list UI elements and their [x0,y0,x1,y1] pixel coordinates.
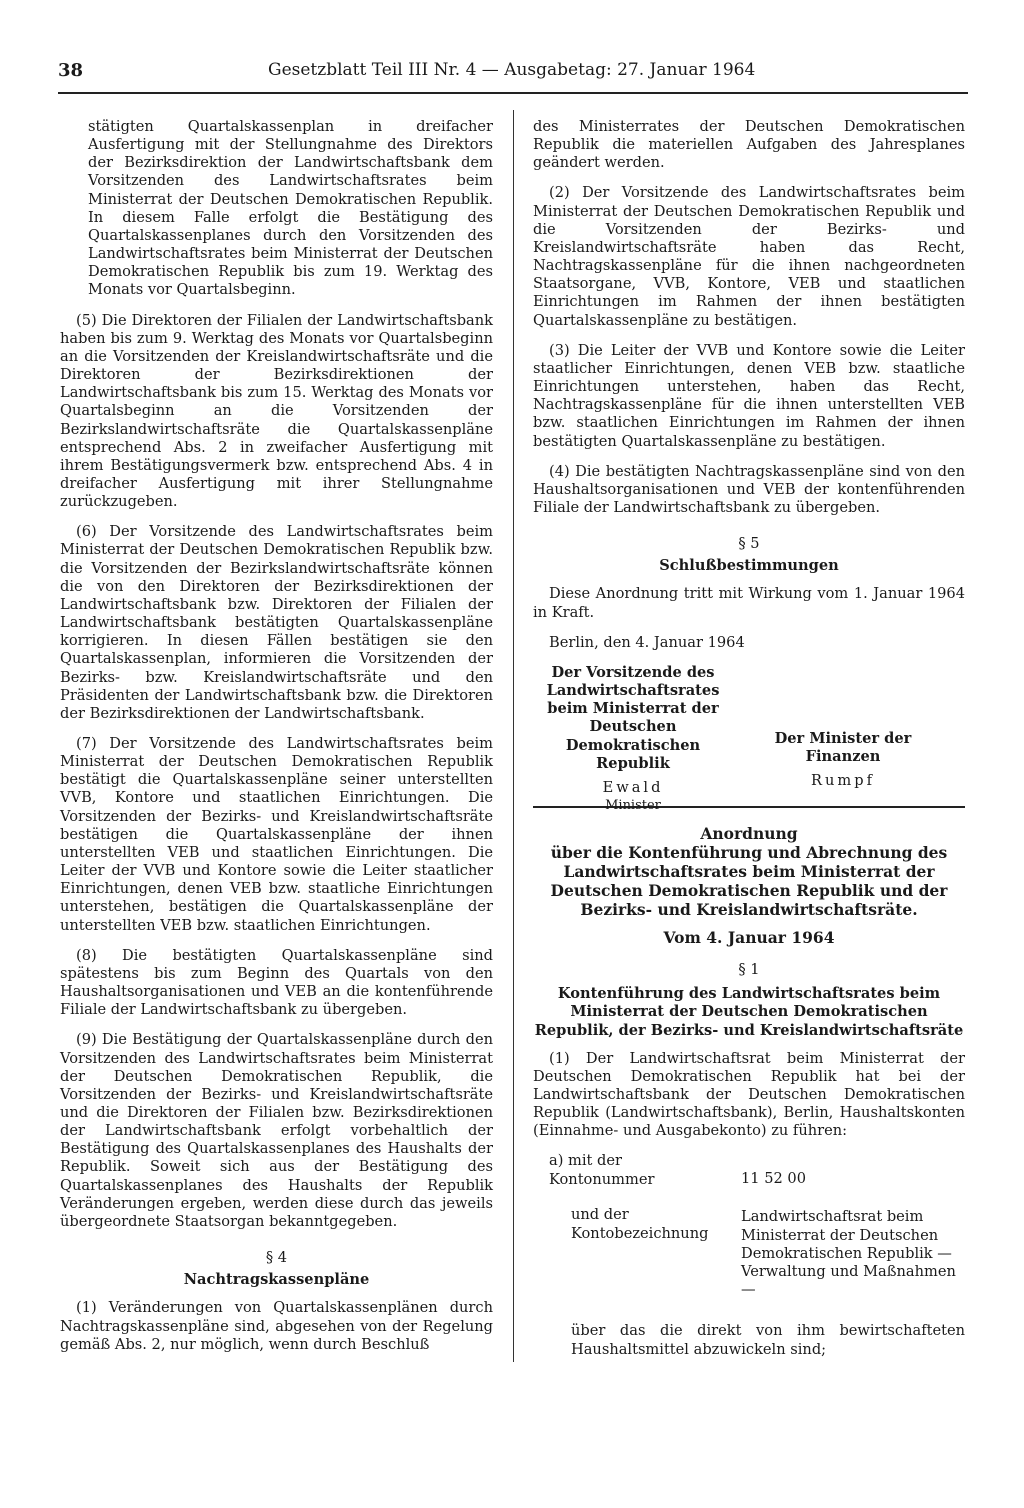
header-rule [58,92,968,94]
paragraph-continued: stätigten Quartalskassenplan in dreifacher Ausfertigung mit der Stellungnahme des Direktors der Bezirksdirektion der Landwirtschaftsbank dem Vorsitzenden des Landwirtschaftsrates beim Ministerrat der Deutschen Demokratischen Republik. In diesem Falle erfolgt die Bestätigung des Quartalskassenplanes durch den Vorsitzenden des Landwirtschaftsrates beim Ministerrat der Deutschen Demokratischen Republik bis zum 19. Werktag des Monats vor Quartalsbeginn. [88,118,493,299]
section-4-paragraph-4: (4) Die bestätigten Nachtragskassenpläne sind von den Haushaltsorganisationen und VEB der kontenführenden Filiale der Landwirtschaftsbank zu übergeben. [533,462,965,516]
signature-left-name: Ewald [602,778,664,796]
section-1-number: § 1 [738,961,760,979]
paragraph-5: (5) Die Direktoren der Filialen der Landwirtschaftsbank haben bis zum 9. Werktag des Monats vor Quartalsbeginn an die Vorsitzenden der Kreislandwirtschaftsräte und die Direktoren der Bezirksdirektionen der Landwirtschaftsbank bis zum 15. Werktag des Monats vor Quartalsbeginn an die Vorsitzenden der Bezirkslandwirtschaftsräte die Quartalskassenpläne entsprechend Abs. 2 in zweifacher Ausfertigung mit ihrem Bestätigungsvermerk bzw. entsprechend Abs. 4 in dreifacher Ausfertigung mit ihrer Stellungnahme zurückzugeben. [60,311,493,511]
signature-right [773,730,913,790]
column-divider [513,110,514,1362]
signature-left-role: Minister [605,798,661,813]
section-4-number: § 4 [265,1249,288,1267]
ordinance-title-line-2: über die Kontenführung und Abrechnung des Landwirtschaftsrates beim Ministerrat der Deutschen Demokratischen Republik und der Bezirks- und Kreislandwirtschaftsräte. [550,842,948,919]
account-number: 11 52 00 [741,1170,806,1188]
paragraph-7: (7) Der Vorsitzende des Landwirtschaftsrates beim Ministerrat der Deutschen Demokratischen Republik bestätigt die Quartalskassenpläne seiner unterstellten VVB, Kontore und staatlichen Einrichtungen. Die Vorsitzenden der Bezirks- und Kreislandwirtschaftsräte bestätigen die Quartalskassenpläne der ihnen unterstellten VEB und staatlichen Einrichtungen. Die Leiter der VVB und Kontore sowie die Leiter staatlicher Einrichtungen, denen VEB bzw. staatliche Einrichtungen unterstehen, bestätigen die Quartalskassenpläne der unterstellten VEB bzw. staatlichen Einrichtungen. [60,735,493,934]
section-5-title: Schlußbestimmungen [659,557,839,575]
running-head: Gesetzblatt Teil III Nr. 4 — Ausgabetag: 27. Januar 1964 [268,60,756,80]
paragraph-8: (8) Die bestätigten Quartalskassenpläne sind spätestens bis zum Beginn des Quartals von den Haushaltsorganisationen und VEB an die kontenführende Filiale der Landwirtschaftsbank zu übergeben. [60,946,493,1019]
right-column [533,118,965,1371]
ordinance-title-line-1: Anordnung [700,823,798,843]
place-date: Berlin, den 4. Januar 1964 [549,633,745,651]
signature-right-title: Der Minister der Finanzen [774,729,912,766]
account-number-label: a) mit der Kontonummer [549,1152,655,1188]
paragraph-continued-right: des Ministerrates der Deutschen Demokratischen Republik die materiellen Aufgaben des Jahresplanes geändert werden. [533,118,965,172]
section-1-title: Kontenführung des Landwirtschaftsrates beim Ministerrat der Deutschen Demokratischen Republik, der Bezirks- und Kreislandwirtschaftsräte [534,985,964,1039]
section-5-text: Diese Anordnung tritt mit Wirkung vom 1. Januar 1964 in Kraft. [533,585,965,621]
section-4-paragraph-1: (1) Veränderungen von Quartalskassenplänen durch Nachtragskassenpläne sind, abgesehen von der Regelung gemäß Abs. 2, nur möglich, wenn durch Beschluß [60,1299,493,1353]
account-name-label: und der Kontobezeichnung [571,1206,709,1242]
signature-right-name: Rumpf [811,772,875,790]
account-details [533,1152,965,1322]
paragraph-6: (6) Der Vorsitzende des Landwirtschaftsrates beim Ministerrat der Deutschen Demokratischen Republik bzw. die Vorsitzenden der Bezirkslandwirtschaftsräte können die von den Direktoren der Bezirksdirektionen der Landwirtschaftsbank bzw. Direktoren der Filialen der Landwirtschaftsbank bestätigten Quartalskassenpläne korrigieren. In diesen Fällen bestätigen sie den Quartalskassenplan, informieren die Vorsitzenden der Bezirks- bzw. Kreislandwirtschaftsräte und den Präsidenten der Landwirtschaftsbank bzw. die Direktoren der Bezirksdirektionen der Landwirtschaftsbank. [60,523,493,722]
ordinance-date: Vom 4. Januar 1964 [663,927,835,947]
account-name: Landwirtschaftsrat beim Ministerrat der Deutschen Demokratischen Republik — Verwaltung und Maßnahmen — [741,1208,956,1299]
left-column [60,118,493,1366]
signature-left [533,664,733,815]
account-tail: über das die direkt von ihm bewirtschafteten Haushaltsmittel abzuwickeln sind; [571,1322,965,1358]
section-4-paragraph-3: (3) Die Leiter der VVB und Kontore sowie die Leiter staatlicher Einrichtungen, denen VEB bzw. staatliche Einrichtungen unterstehen, haben das Recht, Nachtragskassenpläne für die ihnen unterstellten VEB bzw. staatlichen Einrichtungen im Rahmen der ihnen bestätigten Quartalskassenpläne zu bestätigen. [533,341,965,450]
section-1-paragraph-1: (1) Der Landwirtschaftsrat beim Ministerrat der Deutschen Demokratischen Republik hat bei der Landwirtschaftsbank der Deutschen Demokratischen Republik (Landwirtschaftsbank), Berlin, Haushaltskonten (Einnahme- und Ausgabekonto) zu führen: [533,1049,965,1140]
page-number: 38 [58,60,84,81]
section-4-paragraph-2: (2) Der Vorsitzende des Landwirtschaftsrates beim Ministerrat der Deutschen Demokratischen Republik und die Vorsitzenden der Bezirks- und Kreislandwirtschaftsräte haben das Recht, Nachtragskassenpläne für die ihnen nachgeordneten Staatsorgane, VVB, Kontore, VEB und staatlichen Einrichtungen im Rahmen der ihnen bestätigten Quartalskassenpläne zu bestätigen. [533,184,965,329]
ordinance-title [533,824,965,919]
section-4-title: Nachtragskassenpläne [183,1271,370,1289]
paragraph-9: (9) Die Bestätigung der Quartalskassenpläne durch den Vorsitzenden des Landwirtschaftsrates beim Ministerrat der Deutschen Demokratischen Republik, die Vorsitzenden der Bezirks- und Kreislandwirtschaftsräte und die Direktoren der Filialen bzw. Bezirksdirektionen der Landwirtschaftsbank erfolgt vorbehaltlich der Bestätigung des Quartalskassenplanes des Haushalts der Republik. Soweit sich aus der Bestätigung des Quartalskassenplanes des Haushalts der Republik Veränderungen ergeben, werden diese durch das jeweils übergeordnete Staatsorgan bekanntgegeben. [60,1031,493,1230]
signature-block [533,663,965,813]
section-5-number: § 5 [738,535,760,553]
signature-left-title: Der Vorsitzende des Landwirtschaftsrates beim Ministerrat der Deutschen Demokratischen Republik [546,663,720,772]
page-header [58,60,968,84]
